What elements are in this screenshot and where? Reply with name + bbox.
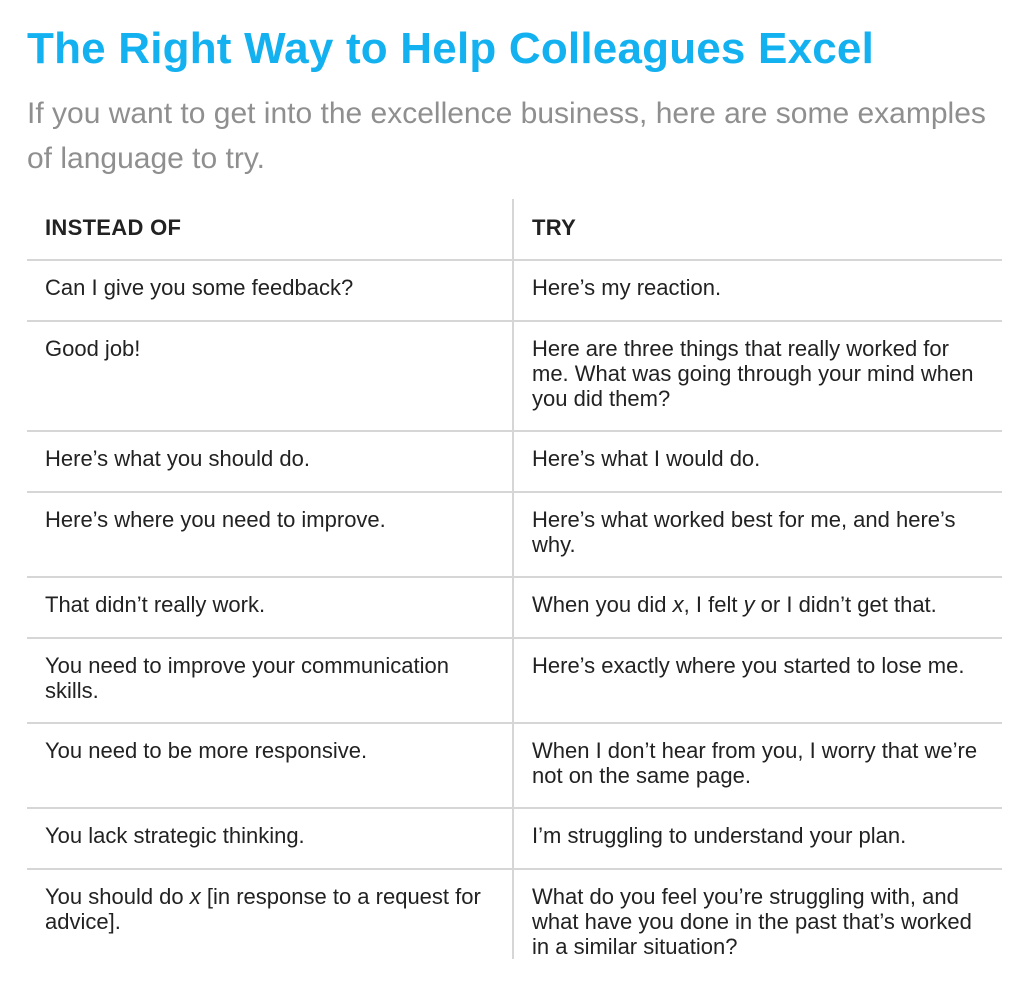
cell-text: Here’s where you need to improve.: [45, 507, 386, 532]
instead-of-cell: [27, 493, 514, 576]
try-cell: [514, 578, 1002, 637]
table-row: [27, 870, 1002, 959]
table-row: [27, 578, 1002, 639]
cell-text: That didn’t really work.: [45, 592, 266, 617]
cell-text: Good job!: [45, 336, 141, 361]
variable-x: x: [672, 592, 684, 617]
variable-x: x: [189, 884, 201, 909]
cell-text: I’m struggling to understand your plan.: [532, 823, 907, 848]
cell-text: Here’s my reaction.: [532, 275, 722, 300]
cell-text: When you did: [532, 592, 673, 617]
column-header-instead-of: INSTEAD OF: [27, 199, 514, 259]
instead-of-cell: [27, 432, 514, 491]
table-row: [27, 724, 1002, 809]
cell-text: You should do: [45, 884, 190, 909]
try-cell: [514, 724, 1002, 807]
cell-text: [in response to a request for advice].: [45, 884, 481, 934]
cell-text: What do you feel you’re struggling with, and what have you done in the past that’s worked in a similar situation?: [532, 884, 972, 959]
instead-of-cell: [27, 322, 514, 430]
cell-text: You lack strategic thinking.: [45, 823, 305, 848]
try-cell: [514, 870, 1002, 959]
try-cell: [514, 432, 1002, 491]
try-cell: [514, 261, 1002, 320]
instead-of-cell: [27, 809, 514, 868]
cell-text: Here’s exactly where you started to lose me.: [532, 653, 965, 678]
cell-text: Here are three things that really worked for me. What was going through your mind when you did them?: [532, 336, 974, 411]
try-cell: [514, 493, 1002, 576]
cell-text: or I didn’t get that.: [754, 592, 937, 617]
table-row: [27, 322, 1002, 432]
cell-text: , I felt: [683, 592, 744, 617]
table-header-row: [27, 199, 1002, 261]
cell-text: When I don’t hear from you, I worry that we’re not on the same page.: [532, 738, 978, 788]
try-cell: [514, 809, 1002, 868]
page-subtitle: If you want to get into the excellence business, here are some examples of language to try.: [27, 97, 986, 175]
try-cell: [514, 639, 1002, 722]
cell-text: Here’s what you should do.: [45, 446, 310, 471]
variable-y: y: [743, 592, 755, 617]
instead-of-cell: [27, 261, 514, 320]
cell-text: Can I give you some feedback?: [45, 275, 354, 300]
cell-text: You need to improve your communication skills.: [45, 653, 449, 703]
table-row: [27, 432, 1002, 493]
instead-of-cell: [27, 724, 514, 807]
cell-text: Here’s what worked best for me, and here’s why.: [532, 507, 956, 557]
instead-of-cell: [27, 578, 514, 637]
cell-text: You need to be more responsive.: [45, 738, 368, 763]
page-title: The Right Way to Help Colleagues Excel: [27, 24, 875, 73]
cell-text: Here’s what I would do.: [532, 446, 761, 471]
column-header-try: TRY: [532, 215, 577, 240]
table-row: [27, 809, 1002, 870]
instead-of-cell: [27, 639, 514, 722]
table-row: [27, 639, 1002, 724]
table-row: [27, 493, 1002, 578]
table-row: [27, 261, 1002, 322]
instead-of-cell: [27, 870, 514, 959]
try-cell: [514, 322, 1002, 430]
language-table: [27, 199, 1002, 959]
